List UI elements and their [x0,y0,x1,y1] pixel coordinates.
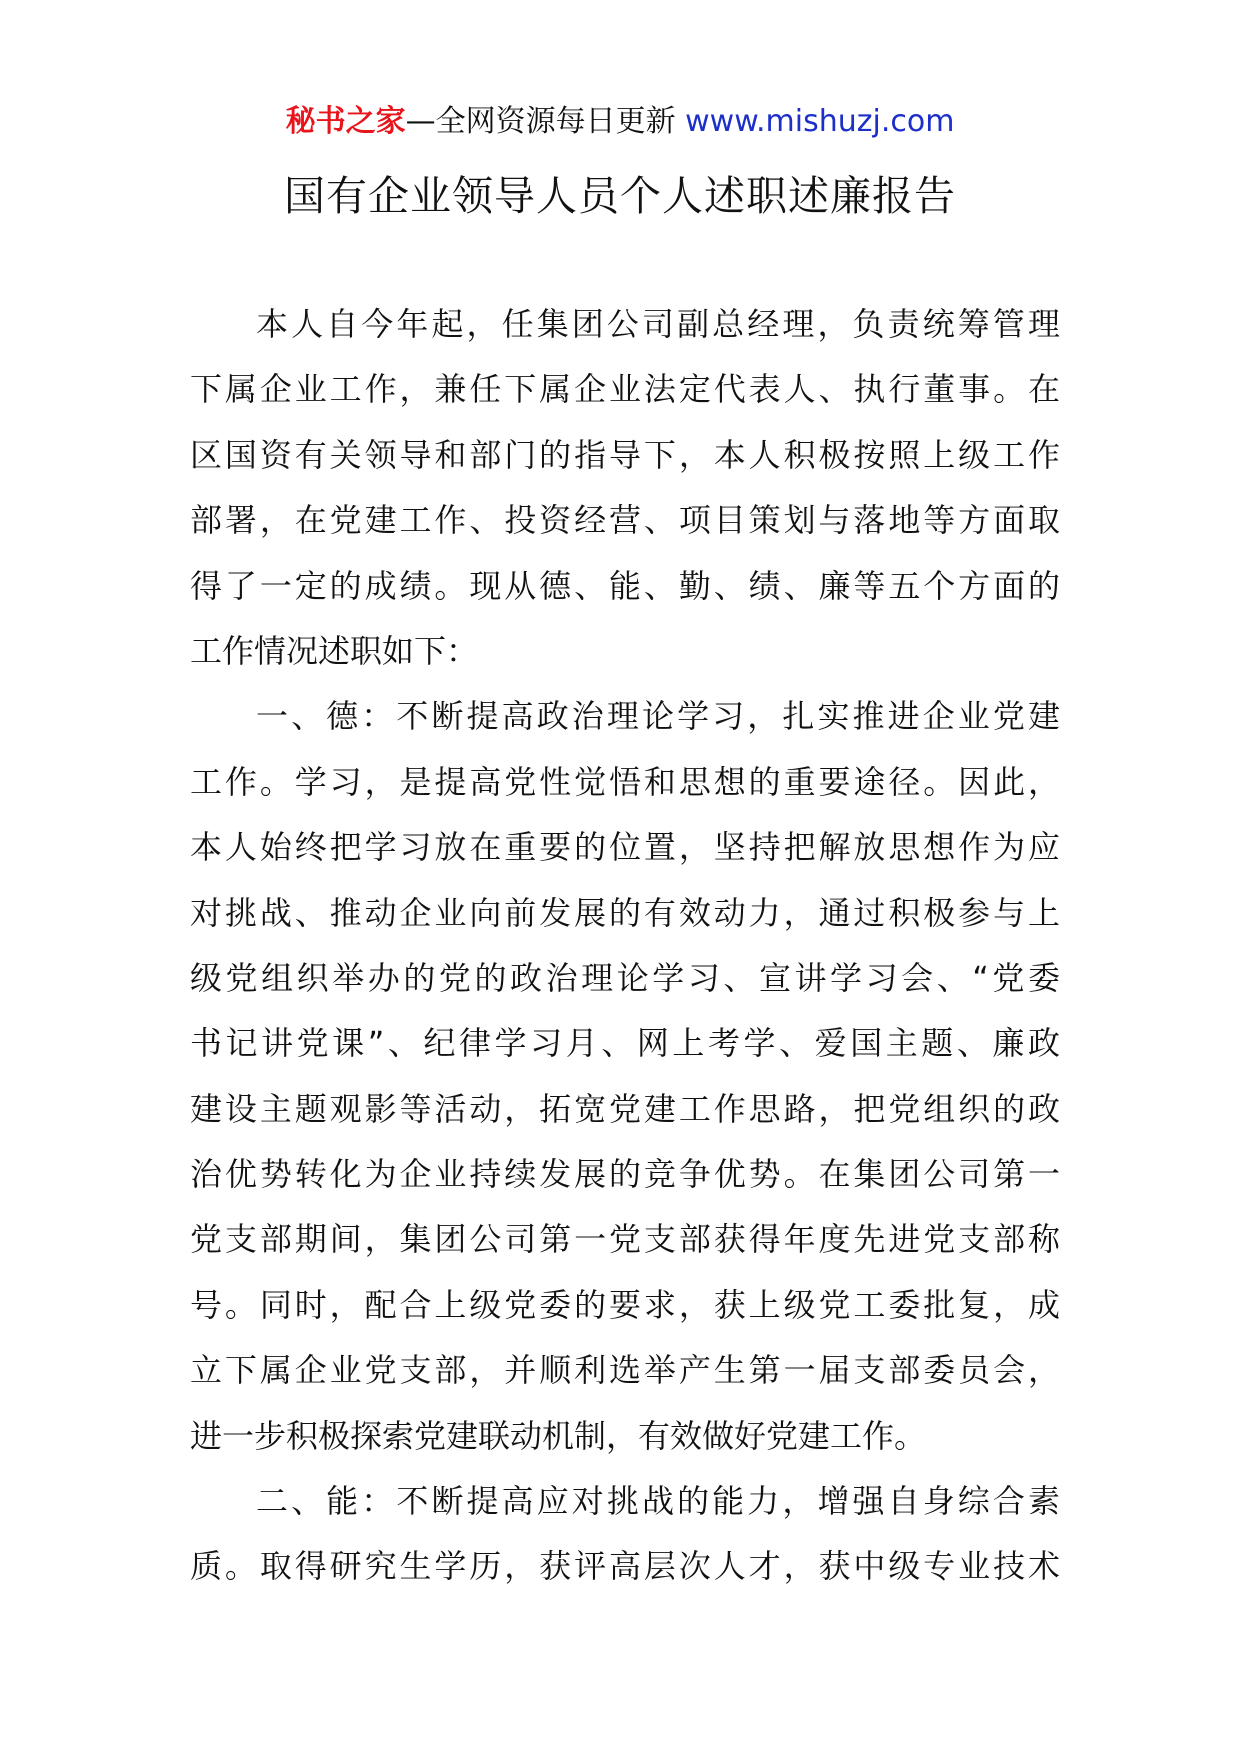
brand-name: 秘书之家 [285,104,406,139]
site-header [0,100,1240,144]
paragraph-2-line-3: 本人始终把学习放在重要的位置，坚持把解放思想作为应 [190,828,1060,867]
paragraph-3-line-1: 二、能：不断提高应对挑战的能力，增强自身综合素 [256,1482,1060,1521]
paragraph-2-line-5: 级党组织举办的党的政治理论学习、宣讲学习会、“党委 [190,958,1060,997]
paragraph-1-line-3: 区国资有关领导和部门的指导下，本人积极按照上级工作 [190,435,1060,474]
paragraph-1-line-1: 本人自今年起，任集团公司副总经理，负责统筹管理 [256,305,1060,343]
paragraph-2-line-12: 进一步积极探索党建联动机制，有效做好党建工作。 [190,1416,927,1455]
paragraph-1-line-2: 下属企业工作，兼任下属企业法定代表人、执行董事。在 [190,370,1060,409]
paragraph-1-line-6: 工作情况述职如下： [190,631,479,670]
paragraph-2-line-6: 书记讲党课”、纪律学习月、网上考学、爱国主题、廉政 [190,1024,1060,1063]
paragraph-1-line-4: 部署，在党建工作、投资经营、项目策划与落地等方面取 [190,501,1060,540]
paragraph-2-line-8: 治优势转化为企业持续发展的竞争优势。在集团公司第一 [190,1155,1060,1194]
paragraph-2-line-2: 工作。学习，是提高党性觉悟和思想的重要途径。因此， [190,762,1060,801]
site-tagline: —全网资源每日更新 [405,104,686,139]
paragraph-1-line-5: 得了一定的成绩。现从德、能、勤、绩、廉等五个方面的 [190,566,1060,605]
document-title: 国有企业领导人员个人述职述廉报告 [284,172,956,220]
site-url-link[interactable]: www.mishuzj.com [685,104,955,139]
paragraph-2-line-11: 立下属企业党支部，并顺利选举产生第一届支部委员会， [190,1351,1060,1390]
paragraph-2-line-4: 对挑战、推动企业向前发展的有效动力，通过积极参与上 [190,893,1060,932]
paragraph-3-line-2: 质。取得研究生学历，获评高层次人才，获中级专业技术 [190,1547,1060,1586]
paragraph-2-line-10: 号。同时，配合上级党委的要求，获上级党工委批复，成 [190,1285,1060,1324]
document-body [190,292,1060,1600]
paragraph-2-line-9: 党支部期间，集团公司第一党支部获得年度先进党支部称 [190,1220,1060,1259]
paragraph-2-line-7: 建设主题观影等活动，拓宽党建工作思路，把党组织的政 [190,1089,1060,1128]
paragraph-2-line-1: 一、德：不断提高政治理论学习，扎实推进企业党建 [256,697,1060,736]
